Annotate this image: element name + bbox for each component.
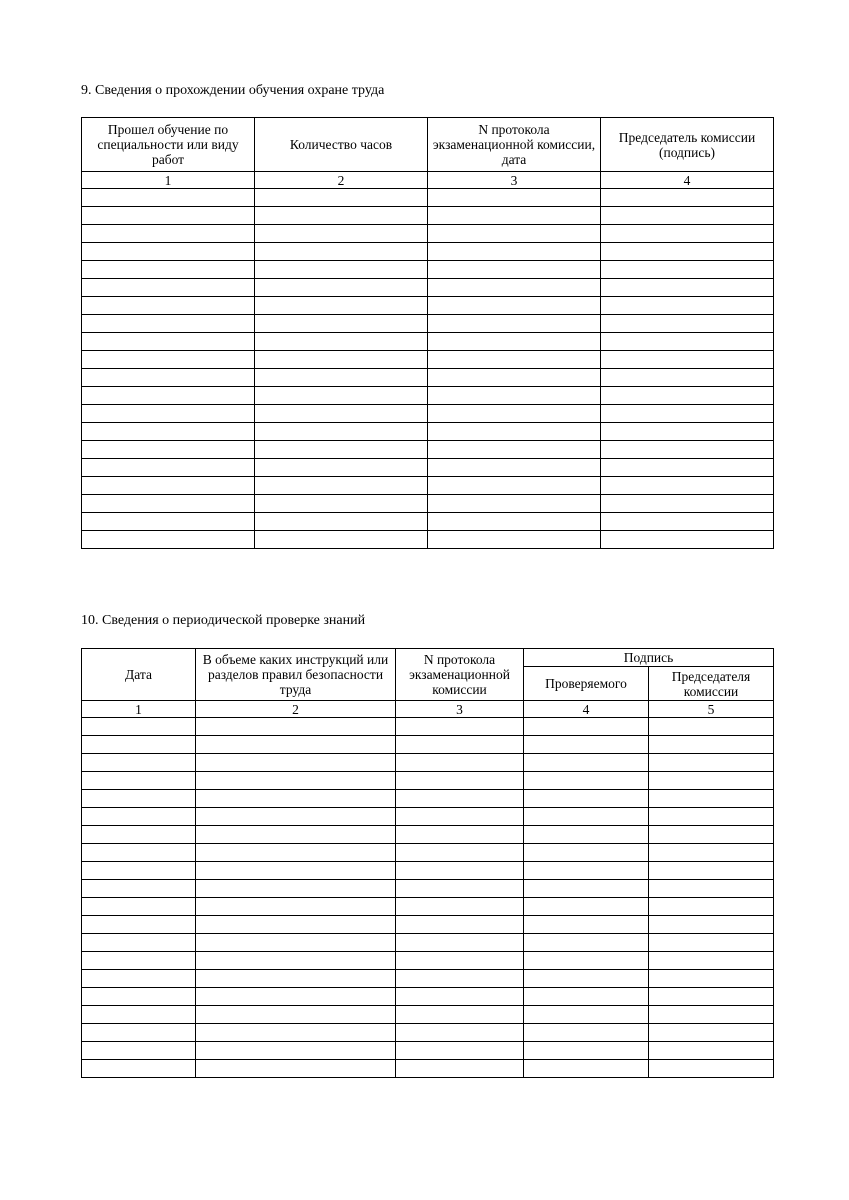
table-cell[interactable] (196, 952, 396, 970)
table-cell[interactable] (649, 970, 774, 988)
section-9-title: 9. Сведения о прохождении обучения охране труда (81, 83, 385, 98)
table-cell[interactable] (196, 934, 396, 952)
table-cell[interactable] (524, 808, 649, 826)
table-cell[interactable] (196, 898, 396, 916)
table-cell[interactable] (428, 387, 601, 405)
column-number-row (82, 172, 774, 189)
table-row (82, 423, 774, 441)
table-row (82, 1042, 774, 1060)
table-cell[interactable] (428, 261, 601, 279)
table-cell[interactable] (196, 772, 396, 790)
table-cell[interactable] (396, 1042, 524, 1060)
table-cell[interactable] (82, 351, 255, 369)
table-cell[interactable] (396, 898, 524, 916)
table-cell[interactable] (601, 477, 774, 495)
training-table-body (82, 189, 774, 549)
table-cell[interactable] (82, 207, 255, 225)
table-cell[interactable] (255, 495, 428, 513)
table-cell[interactable] (524, 772, 649, 790)
table-cell[interactable] (524, 952, 649, 970)
table-row (82, 315, 774, 333)
table-row (82, 225, 774, 243)
header-protocol: N протокола экзаменационной комиссии (396, 649, 524, 701)
table-cell[interactable] (82, 772, 196, 790)
table-cell[interactable] (601, 387, 774, 405)
table-cell[interactable] (396, 934, 524, 952)
table-row (82, 477, 774, 495)
table-cell[interactable] (428, 315, 601, 333)
table-cell[interactable] (524, 754, 649, 772)
table-cell[interactable] (82, 934, 196, 952)
table-cell[interactable] (396, 754, 524, 772)
table-cell[interactable] (649, 1024, 774, 1042)
section-10-title: 10. Сведения о периодической проверке знаний (81, 613, 366, 628)
table-cell[interactable] (82, 988, 196, 1006)
table-cell[interactable] (428, 351, 601, 369)
table-row (82, 279, 774, 297)
table-row (82, 207, 774, 225)
table-cell[interactable] (524, 1042, 649, 1060)
table-cell[interactable] (649, 988, 774, 1006)
table-cell[interactable] (601, 333, 774, 351)
table-row (82, 297, 774, 315)
column-number: 3 (428, 172, 601, 189)
table-cell[interactable] (82, 495, 255, 513)
table-cell[interactable] (255, 243, 428, 261)
table-row (82, 495, 774, 513)
table-cell[interactable] (82, 333, 255, 351)
table-cell[interactable] (82, 369, 255, 387)
table-cell[interactable] (196, 1024, 396, 1042)
table-cell[interactable] (649, 736, 774, 754)
table-cell[interactable] (524, 880, 649, 898)
table-row (82, 844, 774, 862)
table-cell[interactable] (601, 189, 774, 207)
table-cell[interactable] (255, 225, 428, 243)
table-cell[interactable] (255, 207, 428, 225)
table-cell[interactable] (524, 934, 649, 952)
table-cell[interactable] (396, 826, 524, 844)
table-cell[interactable] (82, 477, 255, 495)
table-cell[interactable] (196, 880, 396, 898)
table-cell[interactable] (255, 513, 428, 531)
table-cell[interactable] (428, 207, 601, 225)
table-row (82, 772, 774, 790)
table-cell[interactable] (82, 844, 196, 862)
column-number: 5 (649, 701, 774, 718)
table-cell[interactable] (601, 225, 774, 243)
table-row (82, 880, 774, 898)
table-cell[interactable] (255, 387, 428, 405)
table-row (82, 718, 774, 736)
table-cell[interactable] (82, 862, 196, 880)
table-cell[interactable] (82, 1042, 196, 1060)
table-cell[interactable] (255, 531, 428, 549)
table-cell[interactable] (649, 934, 774, 952)
table-cell[interactable] (649, 862, 774, 880)
table-cell[interactable] (524, 826, 649, 844)
table-cell[interactable] (82, 826, 196, 844)
table-cell[interactable] (196, 1060, 396, 1078)
table-cell[interactable] (649, 952, 774, 970)
table-cell[interactable] (396, 862, 524, 880)
table-cell[interactable] (601, 459, 774, 477)
table-row (82, 736, 774, 754)
table-row (82, 934, 774, 952)
table-cell[interactable] (82, 243, 255, 261)
table-row (82, 351, 774, 369)
table-cell[interactable] (601, 261, 774, 279)
table-row (82, 459, 774, 477)
table-cell[interactable] (649, 898, 774, 916)
table-row (82, 790, 774, 808)
table-cell[interactable] (196, 844, 396, 862)
table-header-row (82, 118, 774, 172)
table-cell[interactable] (82, 513, 255, 531)
table-header-row (82, 649, 774, 667)
table-cell[interactable] (396, 970, 524, 988)
table-row (82, 513, 774, 531)
header-signature: Подпись (524, 649, 774, 667)
table-cell[interactable] (82, 1006, 196, 1024)
table-cell[interactable] (649, 790, 774, 808)
table-cell[interactable] (524, 898, 649, 916)
table-row (82, 261, 774, 279)
table-cell[interactable] (82, 1060, 196, 1078)
table-cell[interactable] (649, 808, 774, 826)
table-cell[interactable] (82, 315, 255, 333)
table-cell[interactable] (601, 243, 774, 261)
table-row (82, 243, 774, 261)
table-cell[interactable] (428, 333, 601, 351)
table-row (82, 441, 774, 459)
table-cell[interactable] (428, 225, 601, 243)
table-cell[interactable] (255, 279, 428, 297)
table-cell[interactable] (524, 970, 649, 988)
table-cell[interactable] (396, 790, 524, 808)
table-cell[interactable] (82, 423, 255, 441)
column-number-row (82, 701, 774, 718)
table-cell[interactable] (428, 369, 601, 387)
table-cell[interactable] (82, 952, 196, 970)
table-cell[interactable] (255, 333, 428, 351)
table-cell[interactable] (601, 315, 774, 333)
table-cell[interactable] (196, 862, 396, 880)
header-specialty: Прошел обучение по специальности или виду работ (82, 118, 255, 172)
table-row (82, 862, 774, 880)
column-number: 1 (82, 172, 255, 189)
table-cell[interactable] (82, 405, 255, 423)
table-cell[interactable] (601, 405, 774, 423)
table-cell[interactable] (196, 1006, 396, 1024)
table-row (82, 952, 774, 970)
table-cell[interactable] (82, 531, 255, 549)
table-cell[interactable] (524, 862, 649, 880)
table-cell[interactable] (255, 297, 428, 315)
table-cell[interactable] (82, 297, 255, 315)
table-cell[interactable] (428, 513, 601, 531)
table-cell[interactable] (649, 1042, 774, 1060)
table-cell[interactable] (649, 754, 774, 772)
column-number: 2 (196, 701, 396, 718)
table-cell[interactable] (82, 1024, 196, 1042)
table-cell[interactable] (196, 916, 396, 934)
table-cell[interactable] (428, 279, 601, 297)
table-cell[interactable] (524, 718, 649, 736)
table-cell[interactable] (601, 297, 774, 315)
table-cell[interactable] (255, 369, 428, 387)
table-cell[interactable] (649, 916, 774, 934)
header-chairman: Председателя комиссии (649, 667, 774, 701)
table-cell[interactable] (601, 513, 774, 531)
table-cell[interactable] (601, 423, 774, 441)
table-cell[interactable] (82, 261, 255, 279)
table-row (82, 387, 774, 405)
column-number: 4 (524, 701, 649, 718)
table-cell[interactable] (396, 1024, 524, 1042)
table-cell[interactable] (82, 898, 196, 916)
table-cell[interactable] (396, 1006, 524, 1024)
table-cell[interactable] (82, 880, 196, 898)
table-row (82, 1006, 774, 1024)
table-cell[interactable] (649, 880, 774, 898)
table-row (82, 808, 774, 826)
column-number: 1 (82, 701, 196, 718)
table-cell[interactable] (196, 754, 396, 772)
header-hours: Количество часов (255, 118, 428, 172)
table-cell[interactable] (428, 477, 601, 495)
table-cell[interactable] (524, 1060, 649, 1078)
table-cell[interactable] (396, 1060, 524, 1078)
table-cell[interactable] (255, 315, 428, 333)
table-row (82, 916, 774, 934)
table-cell[interactable] (428, 441, 601, 459)
table-cell[interactable] (82, 225, 255, 243)
table-cell[interactable] (82, 736, 196, 754)
table-cell[interactable] (396, 736, 524, 754)
table-cell[interactable] (601, 279, 774, 297)
table-cell[interactable] (428, 243, 601, 261)
table-cell[interactable] (396, 844, 524, 862)
table-cell[interactable] (255, 423, 428, 441)
table-cell[interactable] (524, 844, 649, 862)
table-cell[interactable] (649, 826, 774, 844)
table-cell[interactable] (82, 279, 255, 297)
header-date: Дата (82, 649, 196, 701)
table-cell[interactable] (649, 1060, 774, 1078)
table-cell[interactable] (82, 916, 196, 934)
table-cell[interactable] (82, 387, 255, 405)
table-cell[interactable] (255, 405, 428, 423)
table-cell[interactable] (601, 531, 774, 549)
table-cell[interactable] (601, 495, 774, 513)
table-row (82, 1024, 774, 1042)
header-protocol: N протокола экзаменационной комиссии, дата (428, 118, 601, 172)
table-cell[interactable] (396, 916, 524, 934)
table-cell[interactable] (196, 790, 396, 808)
table-cell[interactable] (601, 351, 774, 369)
table-cell[interactable] (428, 459, 601, 477)
knowledge-check-table-body (82, 718, 774, 1078)
table-cell[interactable] (196, 736, 396, 754)
table-cell[interactable] (255, 351, 428, 369)
table-cell[interactable] (396, 988, 524, 1006)
table-cell[interactable] (428, 297, 601, 315)
column-number: 4 (601, 172, 774, 189)
table-cell[interactable] (428, 495, 601, 513)
table-cell[interactable] (524, 916, 649, 934)
table-cell[interactable] (196, 1042, 396, 1060)
table-row (82, 826, 774, 844)
table-cell[interactable] (524, 790, 649, 808)
table-cell[interactable] (255, 189, 428, 207)
table-cell[interactable] (82, 808, 196, 826)
table-cell[interactable] (396, 952, 524, 970)
training-table (81, 117, 774, 549)
table-row (82, 898, 774, 916)
table-cell[interactable] (196, 718, 396, 736)
table-cell[interactable] (428, 405, 601, 423)
table-row (82, 189, 774, 207)
table-cell[interactable] (649, 844, 774, 862)
column-number: 2 (255, 172, 428, 189)
table-cell[interactable] (428, 531, 601, 549)
knowledge-check-table (81, 648, 774, 1078)
table-cell[interactable] (82, 754, 196, 772)
table-row (82, 405, 774, 423)
table-cell[interactable] (601, 441, 774, 459)
column-number: 3 (396, 701, 524, 718)
table-cell[interactable] (82, 970, 196, 988)
header-chairman: Председатель комиссии (подпись) (601, 118, 774, 172)
table-cell[interactable] (649, 772, 774, 790)
table-row (82, 988, 774, 1006)
table-row (82, 531, 774, 549)
table-cell[interactable] (524, 988, 649, 1006)
table-row (82, 754, 774, 772)
table-cell[interactable] (196, 826, 396, 844)
table-cell[interactable] (82, 459, 255, 477)
header-examinee: Проверяемого (524, 667, 649, 701)
table-row (82, 333, 774, 351)
table-cell[interactable] (196, 808, 396, 826)
table-cell[interactable] (396, 772, 524, 790)
table-cell[interactable] (601, 369, 774, 387)
table-row (82, 1060, 774, 1078)
table-cell[interactable] (82, 441, 255, 459)
table-cell[interactable] (649, 1006, 774, 1024)
table-cell[interactable] (524, 1024, 649, 1042)
table-row (82, 970, 774, 988)
table-cell[interactable] (524, 736, 649, 754)
table-cell[interactable] (428, 423, 601, 441)
table-cell[interactable] (82, 790, 196, 808)
table-cell[interactable] (255, 477, 428, 495)
table-cell[interactable] (601, 207, 774, 225)
table-cell[interactable] (82, 189, 255, 207)
table-cell[interactable] (396, 808, 524, 826)
table-cell[interactable] (82, 718, 196, 736)
table-cell[interactable] (649, 718, 774, 736)
header-scope: В объеме каких инструкций или разделов правил безопасности труда (196, 649, 396, 701)
table-cell[interactable] (196, 970, 396, 988)
table-cell[interactable] (255, 441, 428, 459)
table-cell[interactable] (196, 988, 396, 1006)
table-cell[interactable] (396, 718, 524, 736)
table-cell[interactable] (524, 1006, 649, 1024)
table-cell[interactable] (255, 459, 428, 477)
table-cell[interactable] (428, 189, 601, 207)
table-cell[interactable] (255, 261, 428, 279)
table-row (82, 369, 774, 387)
table-cell[interactable] (396, 880, 524, 898)
